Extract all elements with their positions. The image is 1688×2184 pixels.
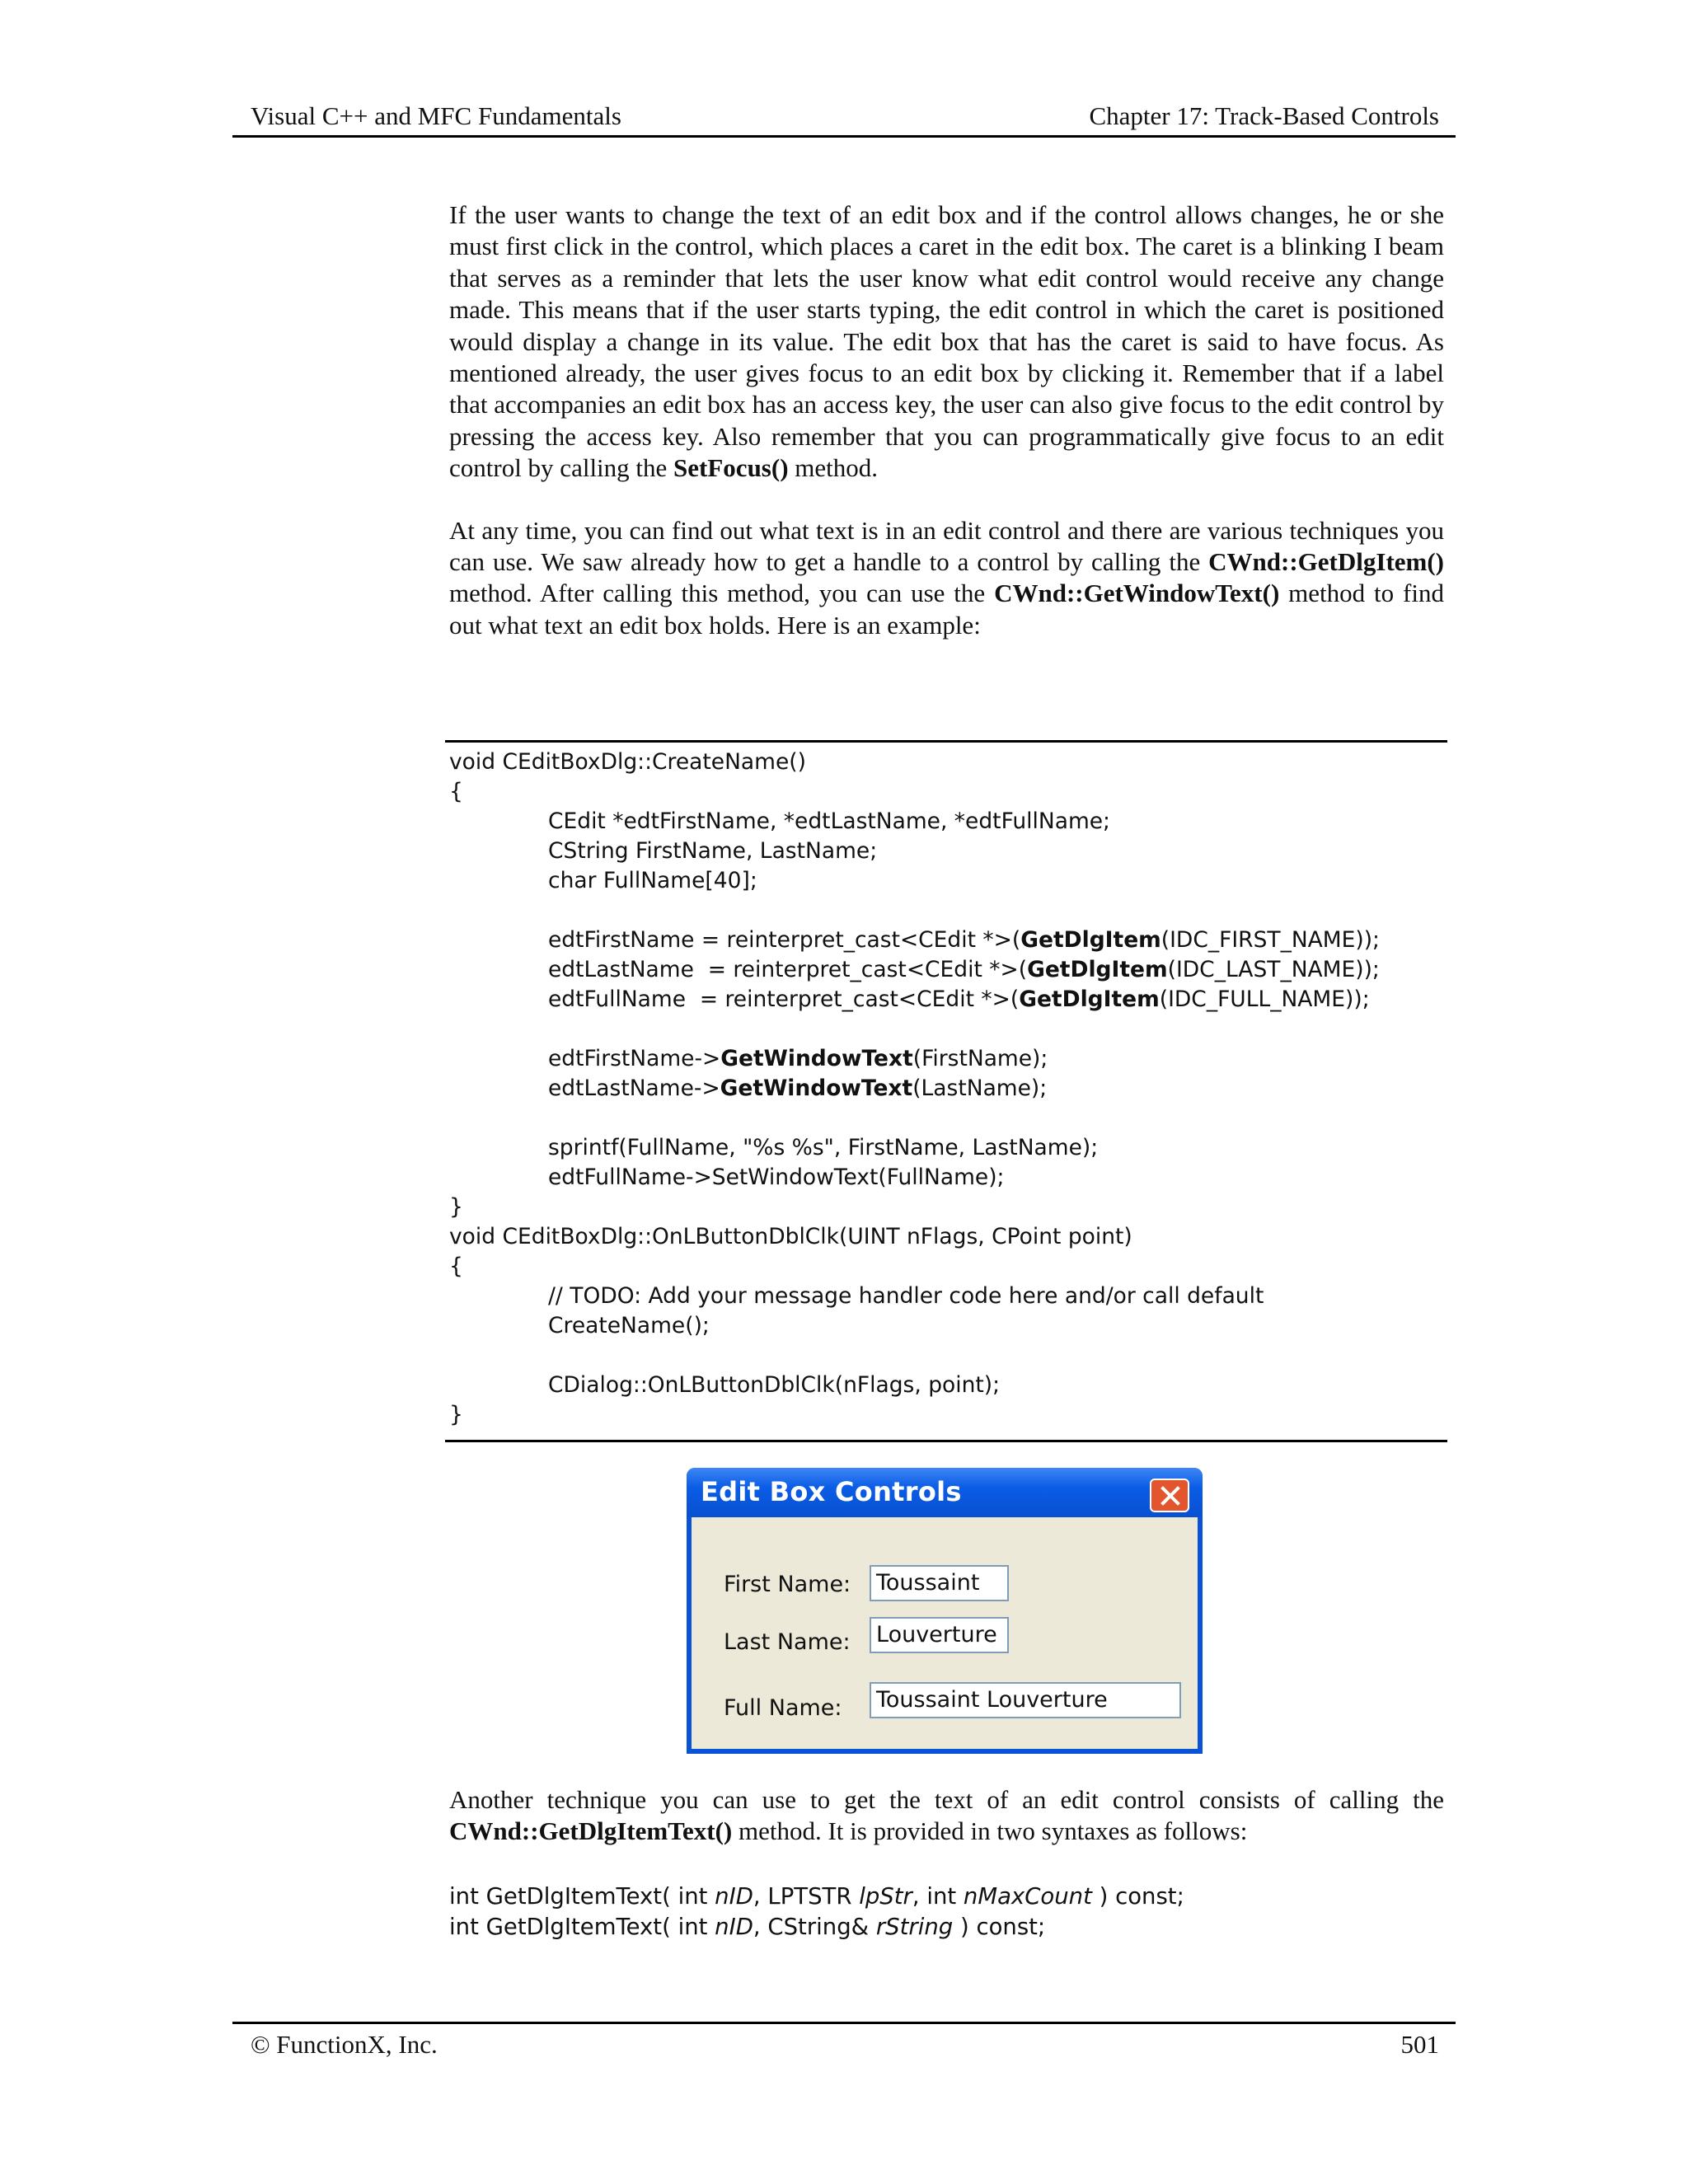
code-bold: GetDlgItem (1019, 987, 1160, 1012)
dialog-client-area (692, 1517, 1198, 1749)
code-line: } (449, 1402, 463, 1427)
code-line: CEdit *edtFirstName, *edtLastName, *edtFullName; (548, 808, 1110, 834)
code-line: edtFullName->SetWindowText(FullName); (548, 1165, 1005, 1190)
syntax-text: ) const; (953, 1914, 1046, 1940)
full-name-field[interactable]: Toussaint Louverture (870, 1682, 1181, 1718)
code-line: CDialog::OnLButtonDblClk(nFlags, point); (548, 1372, 1001, 1398)
syntax-text: , LPTSTR (753, 1883, 860, 1910)
syntax-param: lpStr (859, 1883, 912, 1910)
dialog-titlebar[interactable] (687, 1468, 1203, 1517)
code-line: { (449, 779, 463, 804)
method-name-bold: CWnd::GetDlgItem() (1208, 547, 1444, 577)
syntax-line-2 (449, 1914, 1045, 1940)
close-button[interactable] (1150, 1479, 1189, 1512)
syntax-param: rString (875, 1914, 954, 1940)
dialog-title: Edit Box Controls (701, 1476, 962, 1507)
code-line: CreateName(); (548, 1313, 710, 1338)
paragraph-text: method. (788, 453, 879, 483)
code-line: CString FirstName, LastName; (548, 838, 878, 864)
code-text: edtFullName = reinterpret_cast<CEdit *>( (548, 987, 1020, 1012)
code-line: // TODO: Add your message handler code here and/or call default (548, 1283, 1264, 1309)
method-name-bold: CWnd::GetDlgItemText() (449, 1816, 733, 1846)
code-text: (FirstName); (912, 1046, 1048, 1071)
code-text: (IDC_LAST_NAME)); (1167, 957, 1380, 982)
code-line (548, 955, 1380, 985)
code-line: void CEditBoxDlg::OnLButtonDblClk(UINT nFlags, CPoint point) (449, 1224, 1132, 1249)
syntax-text: , int (912, 1883, 964, 1910)
paragraph-text: At any time, you can find out what text is in an edit control and there are various techniques you can use. We saw already how to get a handle to a control by calling the (449, 515, 1444, 577)
page-footer (232, 2022, 1456, 2065)
paragraph-text: Another technique you can use to get the text of an edit control consists of calling the (449, 1785, 1444, 1814)
code-line: } (449, 1194, 463, 1220)
body-text-lower (449, 1784, 1444, 1848)
paragraph-focus (449, 199, 1444, 485)
syntax-param: nID (715, 1883, 753, 1910)
code-text: edtLastName-> (548, 1076, 720, 1101)
code-bold: GetWindowText (720, 1076, 913, 1101)
paragraph-text: method to find out what text an edit box holds. Here is an example: (449, 579, 1444, 640)
paragraph-text: method. After calling this method, you can use the (449, 579, 995, 608)
header-book-title: Visual C++ and MFC Fundamentals (251, 101, 621, 130)
syntax-line-1 (449, 1883, 1184, 1910)
close-icon (1159, 1484, 1182, 1507)
code-line: { (449, 1254, 463, 1279)
code-line (548, 985, 1370, 1015)
syntax-text: ) const; (1091, 1883, 1184, 1910)
footer-copyright: © FunctionX, Inc. (251, 2030, 438, 2059)
syntax-text: , CString& (753, 1914, 876, 1940)
syntax-param: nMaxCount (963, 1883, 1092, 1910)
code-listing (445, 740, 1447, 1442)
code-line (548, 1044, 1048, 1074)
last-name-label: Last Name: (724, 1629, 851, 1655)
syntax-text: int GetDlgItemText( int (449, 1883, 715, 1910)
syntax-text: int GetDlgItemText( int (449, 1914, 715, 1940)
code-text: (LastName); (912, 1076, 1048, 1101)
header-chapter-title: Chapter 17: Track-Based Controls (1089, 101, 1439, 130)
code-line: void CEditBoxDlg::CreateName() (449, 749, 806, 775)
body-text (449, 199, 1444, 641)
code-text: edtLastName = reinterpret_cast<CEdit *>( (548, 957, 1028, 982)
page-header (232, 97, 1456, 138)
code-bold: GetWindowText (720, 1046, 913, 1071)
syntax-param: nID (715, 1914, 753, 1940)
method-name-bold: CWnd::GetWindowText() (994, 579, 1280, 608)
paragraph-text: If the user wants to change the text of an edit box and if the control allows changes, he or she must first click in the control, which places a caret in the edit box. The caret is a blinking I beam that serves as a reminder that lets the user know what edit control would receive any change made. This means that if the user starts typing, the edit control in which the caret is positioned would display a change in its value. The edit box that has the caret is said to have focus. As mentioned already, the user gives focus to an edit box by clicking it. Remember that if a label that accompanies an edit box has an access key, the user can also give focus to the edit control by pressing the access key. Also remember that you can programmatically give focus to an edit control by calling the (449, 200, 1444, 483)
last-name-field[interactable]: Louverture (870, 1617, 1009, 1653)
code-line (548, 1074, 1047, 1104)
paragraph-text: method. It is provided in two syntaxes as follows: (732, 1816, 1248, 1846)
code-bold: GetDlgItem (1020, 927, 1161, 953)
code-text: (IDC_FULL_NAME)); (1159, 987, 1370, 1012)
code-text: edtFirstName = reinterpret_cast<CEdit *>( (548, 927, 1021, 953)
code-line: char FullName[40]; (548, 868, 757, 893)
code-text: edtFirstName-> (548, 1046, 721, 1071)
page-number: 501 (1400, 2030, 1439, 2059)
first-name-field[interactable]: Toussaint (870, 1565, 1009, 1601)
code-bold: GetDlgItem (1027, 957, 1168, 982)
code-line: sprintf(FullName, "%s %s", FirstName, LastName); (548, 1135, 1099, 1160)
code-line (548, 926, 1380, 955)
code-text: (IDC_FIRST_NAME)); (1160, 927, 1380, 953)
method-name-bold: SetFocus() (673, 453, 789, 483)
paragraph-get-text (449, 515, 1444, 642)
edit-box-dialog (687, 1468, 1203, 1754)
first-name-label: First Name: (724, 1572, 851, 1597)
paragraph-get-dlg-item-text (449, 1784, 1444, 1848)
full-name-label: Full Name: (724, 1695, 842, 1721)
